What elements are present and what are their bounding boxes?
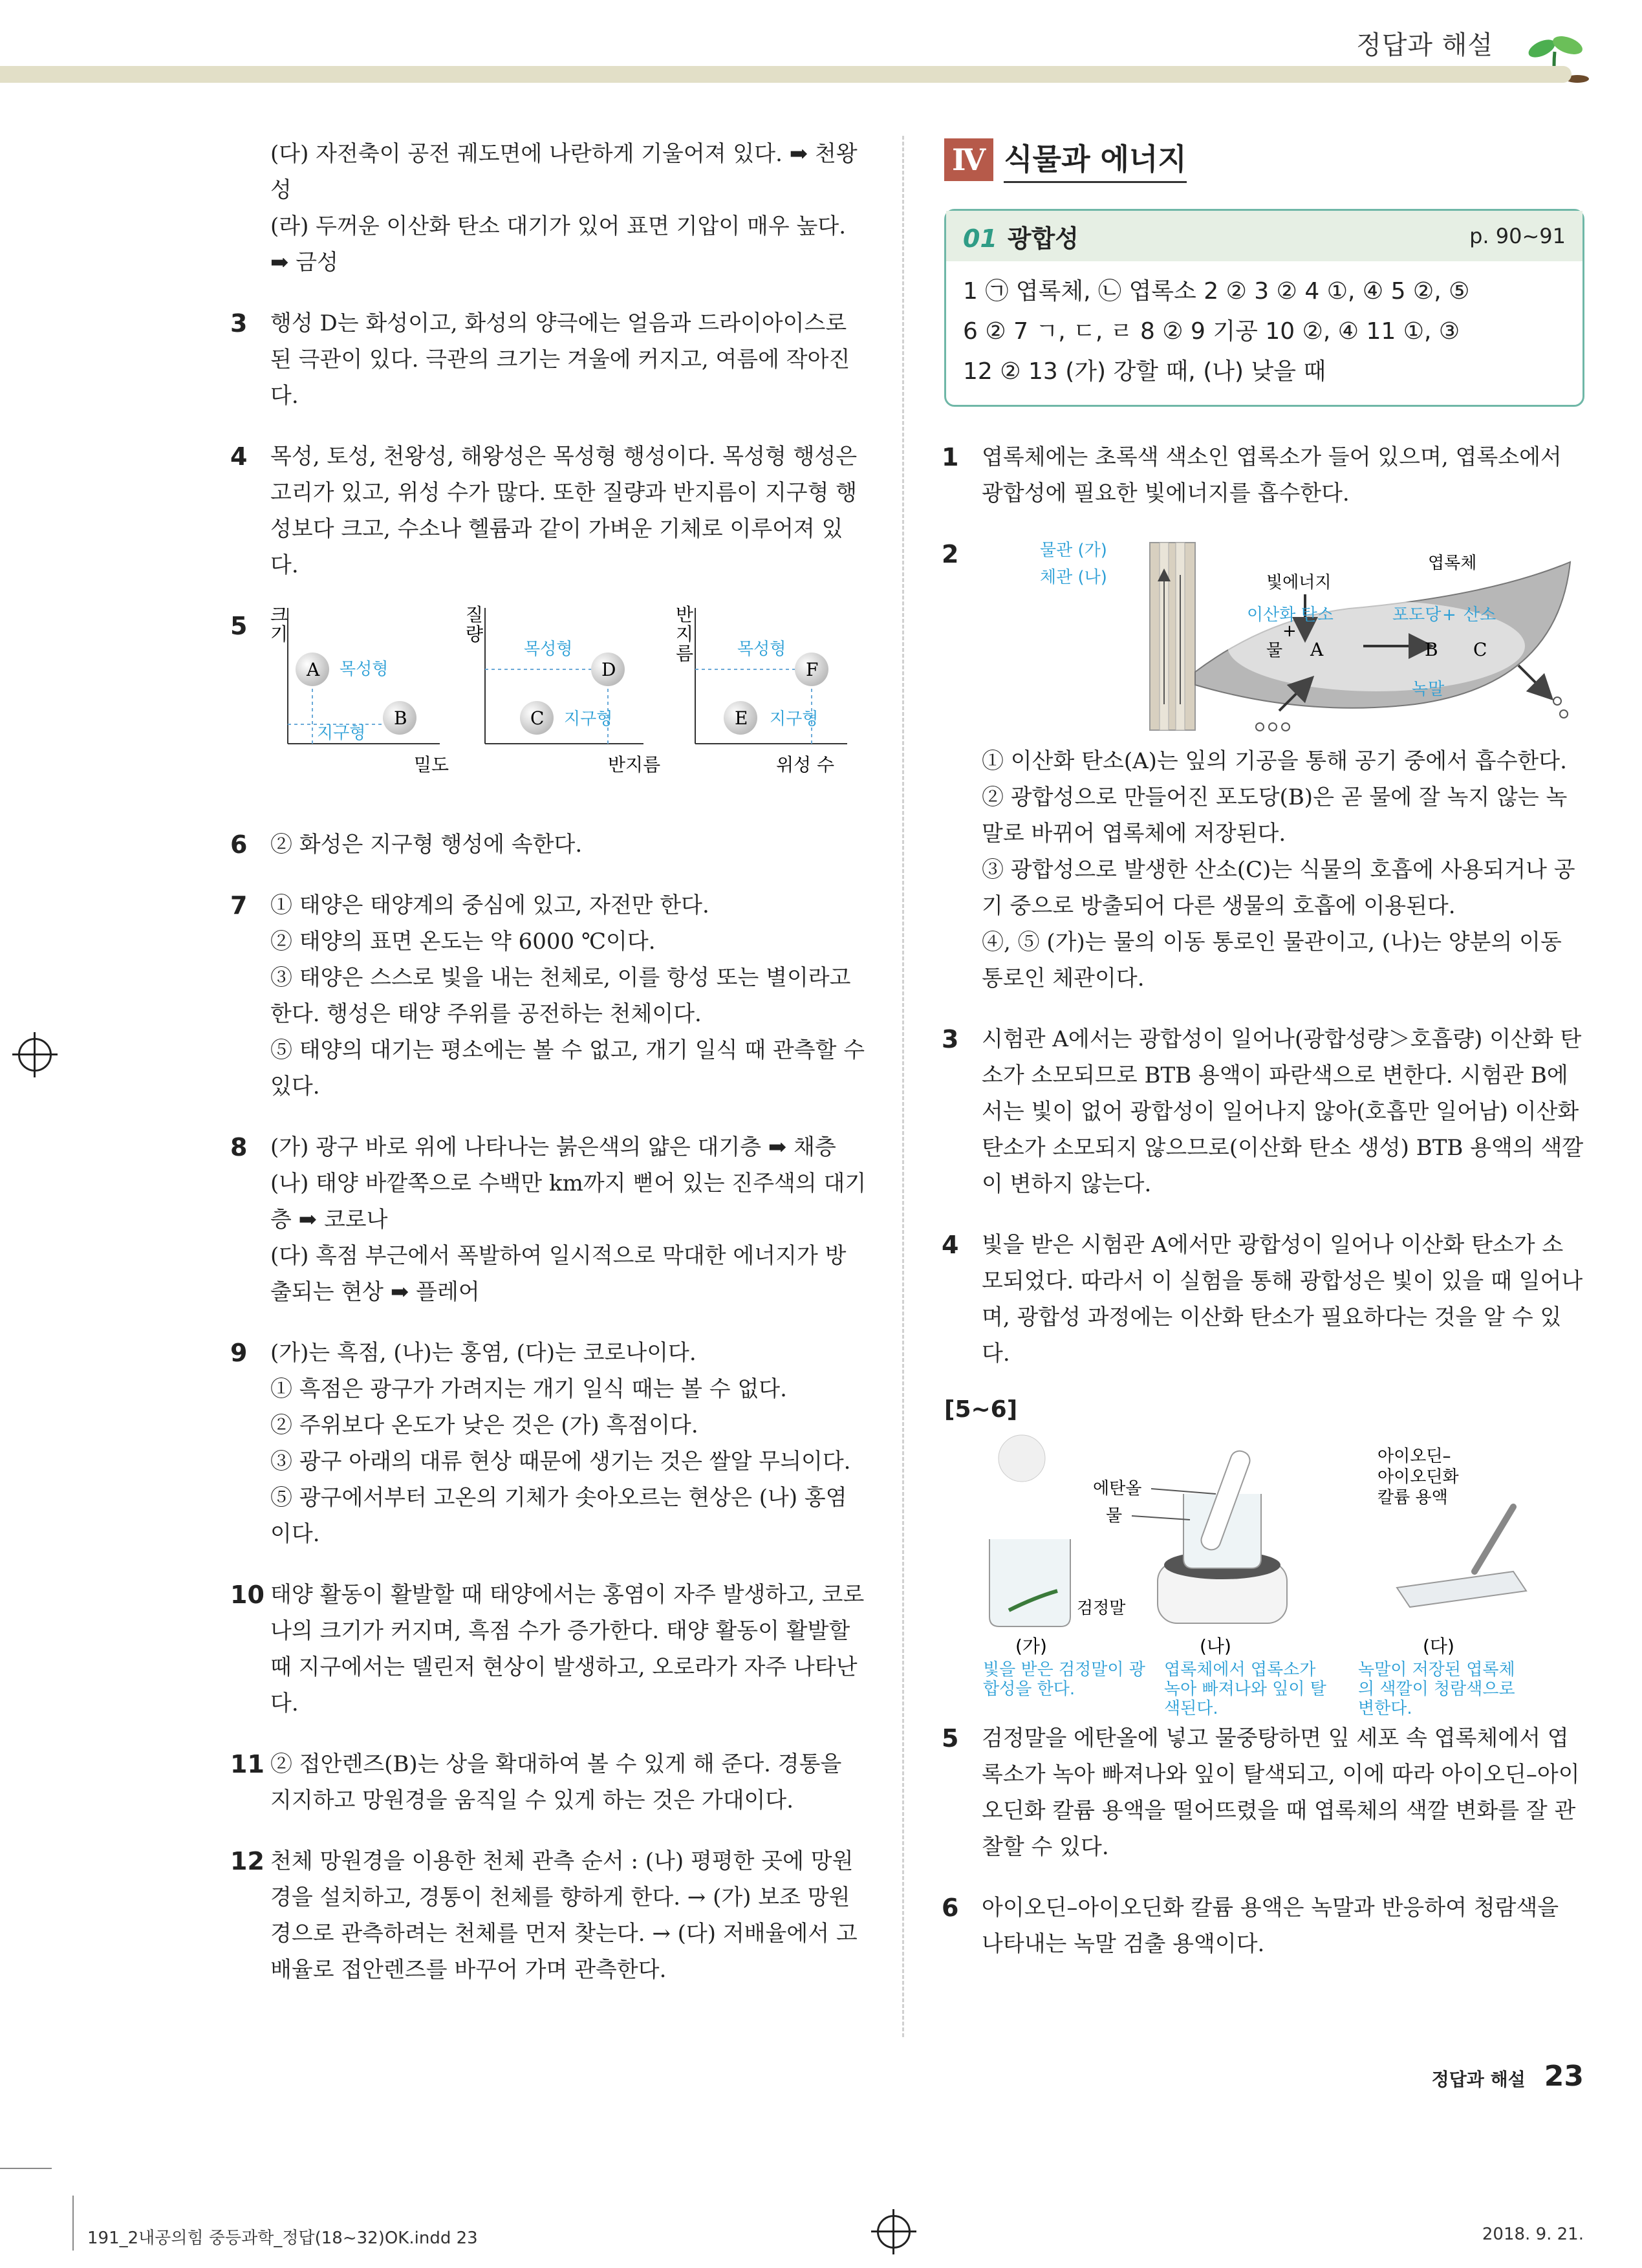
chloroplast-label: 엽록체 [1428,554,1477,573]
answer-line: ③ 태양은 스스로 빛을 내는 천체로, 이를 항성 또는 별이라고 한다. 행성은 태양 주위를 공전하는 천체이다. [270,965,851,1027]
panel-label: (다) [1423,1636,1454,1657]
graph-3 [695,608,847,775]
answer-item [230,887,867,1105]
caption-line: 빛을 받은 검정말이 광 [983,1660,1145,1679]
planet-type-label: 목성형 [524,640,573,659]
planet-type-label: 목성형 [340,660,389,679]
footer-rule [0,2168,52,2169]
section-heading [944,136,1584,183]
answer-item [944,439,1584,512]
answer-item [230,1843,867,1988]
answer-line: ③ 광합성으로 발생한 산소(C)는 식물의 호흡에 사용되거나 공기 중으로 방출되어 다른 생물의 호흡에 이용된다. [982,857,1575,919]
point-label: E [735,707,748,729]
answer-line: ⑤ 태양의 대기는 평소에는 볼 수 없고, 개기 일식 때 관측할 수 있다. [270,1037,865,1099]
answer-line: 태양 활동이 활발할 때 태양에서는 홍염이 자주 발생하고, 코로나의 크기가 커지며, 흑점 수가 증가한다. 태양 활동이 활발할 때 지구에서는 델린저 현상이 발생하고, 오로라가 자주 나타난다. [270,1582,865,1716]
iodine-label: 칼륨 용액 [1377,1488,1448,1507]
answer-item [230,1746,867,1819]
answer-item [230,438,867,583]
answer-line: ② 광합성으로 만들어진 포도당(B)은 곧 물에 잘 녹지 않는 녹말로 바뀌어 엽록체에 저장된다. [982,784,1568,847]
point-label: C [530,707,545,729]
panel-label: (나) [1200,1636,1231,1657]
graph-ylabel: 크 기 [270,604,288,645]
answer-line: 목성, 토성, 천왕성, 해왕성은 목성형 행성이다. 목성형 행성은 고리가 있고, 위성 수가 많다. 또한 질량과 반지름이 지구형 행성보다 크고, 수소나 헬륨과 같이 가벼운 기체로 이루어져 있다. [270,444,858,578]
oxygen-label: 산소 [1464,605,1496,625]
answer-number: 7 [230,891,248,920]
answer-line: (다) 흑점 부근에서 폭발하여 일시적으로 막대한 에너지가 방출되는 현상 ➡ 플레어 [270,1243,847,1305]
answer-key-line: 6 ② 7 ㄱ, ㄷ, ㄹ 8 ② 9 기공 10 ②, ④ 11 ①, ③ [963,318,1460,345]
print-date: 2018. 9. 21. [1482,2225,1584,2244]
answer-line: ⑤ 광구에서부터 고온의 기체가 솟아오르는 현상은 (나) 홍염이다. [270,1485,847,1547]
light-energy-label: 빛에너지 [1266,573,1332,592]
elodea-label: 검정말 [1077,1599,1126,1618]
point-label: B [394,707,407,729]
graph-1 [226,601,449,775]
answer-number: 5 [942,1724,959,1753]
answer-item-5 [230,604,867,802]
label-b: B [1425,639,1438,660]
answer-item [944,743,1584,997]
glucose-label: 포도당 [1392,605,1442,625]
answer-line: 검정말을 에탄올에 넣고 물중탕하면 잎 세포 속 엽록체에서 엽록소가 녹아 빠져나와 잎이 탈색되고, 이에 따라 아이오딘–아이오딘화 칼륨 용액을 떨어뜨렸을 때 엽록체의 색깔 변화를 잘 관찰할 수 있다. [982,1725,1580,1860]
plus-label: + [1282,621,1297,641]
registration-mark-icon [877,2215,911,2249]
column-divider [902,136,904,2037]
answer-line: 아이오딘–아이오딘화 칼륨 용액은 녹말과 반응하여 청람색을 나타내는 녹말 검출 용액이다. [982,1895,1559,1957]
iodine-label: 아이오딘화 [1377,1467,1459,1487]
answer-line: ② 접안렌즈(B)는 상을 확대하여 볼 수 있게 해 준다. 경통을 지지하고 망원경을 움직일 수 있게 하는 것은 가대이다. [270,1751,842,1813]
answer-item [230,305,867,414]
answer-box-header [946,211,1583,261]
water-label: 물 [1266,641,1283,660]
caption-line: 합성을 한다. [983,1679,1075,1699]
answer-line: (라) 두꺼운 이산화 탄소 대기가 있어 표면 기압이 매우 높다. ➡ 금성 [270,213,847,275]
answer-number: 5 [230,612,248,640]
unit-number: 01 [963,224,997,253]
co2-label: 이산화 탄소 [1247,605,1334,625]
graph-2 [485,608,660,775]
answer-line: ② 태양의 표면 온도는 약 6000 ℃이다. [270,929,656,955]
answer-item-2 [944,536,1584,730]
answer-key-line: 1 ㉠ 엽록체, ㉡ 엽록소 2 ② 3 ② 4 ①, ④ 5 ②, ⑤ [963,278,1470,305]
answer-line: 엽록체에는 초록색 색소인 엽록소가 들어 있으며, 엽록소에서 광합성에 필요한 빛에너지를 흡수한다. [982,444,1562,506]
water-label: 물 [1106,1506,1123,1526]
graph-xlabel: 밀도 [414,754,449,775]
page-footer [1432,2060,1584,2093]
answer-item [233,136,867,281]
answer-line: 시험관 A에서는 광합성이 일어나(광합성량＞호흡량) 이산화 탄소가 소모되므로 BTB 용액이 파란색으로 변한다. 시험관 B에서는 빛이 없어 광합성이 일어나지 않아(호흡만 일어남) 이산화 탄소가 소모되지 않으므로(이산화 탄소 생성) BTB 용액의 색깔이 변하지 않는다. [982,1026,1584,1197]
answer-line: (나) 태양 바깥쪽으로 수백만 km까지 뻗어 있는 진주색의 대기층 ➡ 코로나 [270,1171,867,1233]
group-header: [5~6] [944,1396,1018,1423]
caption-line: 변한다. [1358,1699,1412,1718]
planet-type-label: 지구형 [564,709,613,729]
footer-rule [72,2196,74,2251]
section-badge: Ⅳ [944,138,993,181]
answer-number: 2 [942,540,959,568]
answer-line: (가)는 흑점, (나)는 홍염, (다)는 코로나이다. [270,1340,697,1366]
answer-number: 4 [230,442,248,471]
answer-line: ② 주위보다 온도가 낮은 것은 (가) 흑점이다. [270,1412,698,1438]
answer-number: 10 [230,1581,265,1609]
answer-item [230,1129,867,1310]
answer-number: 9 [230,1339,248,1367]
phloem-label: 체관 (나) [1040,568,1107,587]
answer-line: ③ 광구 아래의 대류 현상 때문에 생기는 것은 쌀알 무늬이다. [270,1449,851,1474]
unit-title: 광합성 [1007,224,1079,253]
answer-key-line: 12 ② 13 (가) 강할 때, (나) 낮을 때 [963,358,1326,385]
planet-type-label: 지구형 [317,724,366,743]
answer-item [944,1021,1584,1202]
ethanol-label: 에탄올 [1093,1479,1142,1498]
graph-xlabel: 위성 수 [775,754,835,775]
graph-ylabel: 반 지 름 [676,604,694,664]
answer-item [230,1335,867,1552]
answer-item [944,1227,1584,1372]
registration-mark-icon [18,1038,52,1072]
page-range: p. 90~91 [1469,224,1566,248]
answer-item [230,826,867,863]
print-file-name: 191_2내공의힘 중등과학_정답(18~32)OK.indd 23 [87,2229,478,2248]
answer-number: 8 [230,1133,248,1161]
left-column [230,136,867,2013]
light-bulb-icon [999,1435,1045,1482]
answer-line: (다) 자전축이 공전 궤도면에 나란하게 기울어져 있다. ➡ 천왕성 [270,141,858,203]
planet-type-label: 지구형 [770,709,819,729]
answer-item [944,1720,1584,1865]
answer-box-body [946,261,1583,405]
header-title: 정답과 해설 [1356,30,1493,60]
answer-summary-box [944,209,1584,407]
answer-line: ① 태양은 태양계의 중심에 있고, 자전만 한다. [270,892,709,918]
planet-graphs [226,601,847,795]
answer-line: ② 화성은 지구형 행성에 속한다. [270,832,583,858]
panel-label: (가) [1015,1636,1047,1657]
slide-glass-icon [1397,1571,1526,1607]
answer-line: 천체 망원경을 이용한 천체 관측 순서 : (나) 평평한 곳에 망원경을 설치하고, 경통이 천체를 향하게 한다. → (가) 보조 망원경으로 관측하려는 천체를 먼저 찾는다. → (다) 저배율에서 고배율로 접안렌즈를 바꾸어 가며 관측한다. [270,1848,858,1983]
caption-line: 의 색깔이 청람색으로 [1358,1679,1515,1699]
answer-number: 6 [230,830,248,859]
point-label: A [307,659,320,680]
answer-number: 6 [942,1894,959,1922]
plus-label: + [1442,605,1456,625]
answer-number: 1 [942,443,959,471]
answer-line: ① 흑점은 광구가 가려지는 개기 일식 때는 볼 수 없다. [270,1376,787,1402]
graph-ylabel: 질 량 [466,604,484,645]
section-title: 식물과 에너지 [1004,136,1187,183]
label-a: A [1310,639,1324,660]
answer-line: (가) 광구 바로 위에 나타나는 붉은색의 얇은 대기층 ➡ 채층 [270,1134,836,1160]
answer-number: 12 [230,1847,265,1875]
answer-number: 11 [230,1750,265,1778]
label-c: C [1473,639,1487,660]
dropper-icon [1475,1507,1513,1571]
page-number: 23 [1544,2060,1584,2093]
caption-line: 녹말이 저장된 엽록체 [1358,1660,1515,1679]
answer-number: 4 [942,1231,959,1259]
answer-line: ④, ⑤ (가)는 물의 이동 통로인 물관이고, (나)는 양분의 이동 통로인 체관이다. [982,929,1562,991]
right-column [944,136,1584,1987]
iodine-label: 아이오딘– [1377,1447,1451,1466]
answer-line: 빛을 받은 시험관 A에서만 광합성이 일어나 이산화 탄소가 소모되었다. 따라서 이 실험을 통해 광합성은 빛이 있을 때 일어나며, 광합성 과정에는 이산화 탄소가 필요하다는 것을 알 수 있다. [982,1232,1583,1366]
beaker-icon [989,1539,1070,1626]
caption-line: 녹아 빠져나와 잎이 탈 [1164,1679,1326,1699]
point-label: F [806,659,819,680]
footer-label: 정답과 해설 [1431,2069,1526,2090]
answer-item [944,1890,1584,1962]
starch-label: 녹말 [1412,680,1445,699]
header-band [0,66,1572,83]
answer-line: ① 이산화 탄소(A)는 잎의 기공을 통해 공기 중에서 흡수한다. [982,748,1567,774]
answer-line: 행성 D는 화성이고, 화성의 양극에는 얼음과 드라이아이스로 된 극관이 있다. 극관의 크기는 겨울에 커지고, 여름에 작아진다. [270,310,850,409]
caption-line: 엽록체에서 엽록소가 [1164,1660,1316,1679]
leaf-photosynthesis-diagram [1001,536,1570,730]
experiment-figure [944,1429,1584,1718]
planet-type-label: 목성형 [737,640,786,659]
answer-number: 3 [942,1025,959,1053]
graph-xlabel: 반지름 [608,754,661,775]
answer-item [230,1577,867,1722]
answer-number: 3 [230,309,248,338]
xylem-label: 물관 (가) [1040,541,1107,560]
caption-line: 색된다. [1164,1699,1218,1718]
point-label: D [601,659,616,680]
